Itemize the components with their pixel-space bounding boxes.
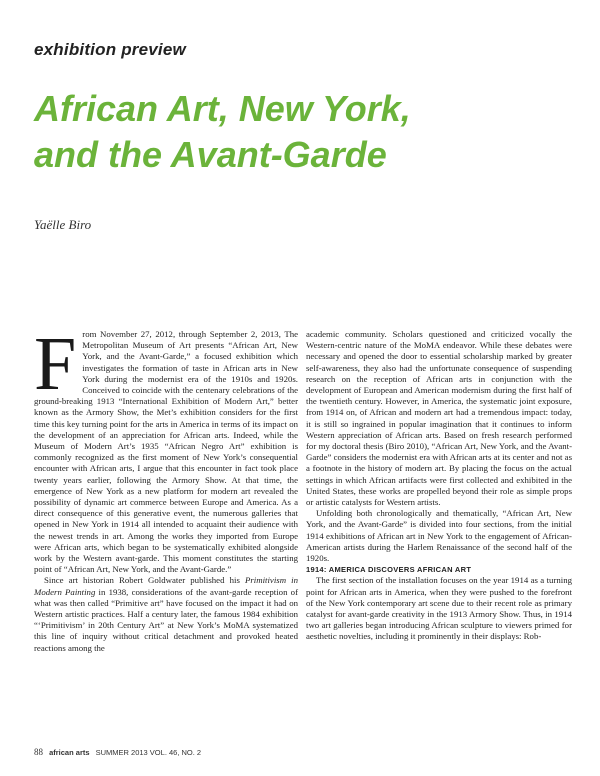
paragraph-1-text: rom November 27, 2012, through September 2, 2013, The Metropolitan Museum of Art presents “African Art, New York, and the Avant-Garde,” a focused exhibition which investigates the formation of taste in African arts in New York during the modernist era of the 1910s and 1920s. Conceived to coincide with the centenary celebrations of the ground-breaking 1913 “International Exhibition of Modern Art,” better known as the Armory Show, the Met’s exhibition considers for the first time this key turning point for the arts in America in terms of its impact on the development of an appreciation for African arts. Indeed, while the Museum of Modern Art’s 1935 “African Negro Art” exhibition is commonly recognized as the first moment of New York’s consequential encounter with African arts, I argue that this encounter in fact took place twenty years earlier, following the Armory Show. At that time, the emergence of New York as a new platform for modern art revealed the possibility of dynamic art commerce between Europe and America. As a direct consequence of this generative event, the numerous galleries that opened in New York in 1914 all intended to acquaint their audience with the newest trends in art. Among the works they imported from Europe were African arts, which began to be systematically exhibited alongside work by the Western avant-garde. This moment constitutes the starting point of “African Art, New York, and the Avant-Garde.” [34, 329, 298, 575]
section-heading: 1914: AMERICA DISCOVERS AFRICAN ART [306, 565, 472, 575]
paragraph-3: academic community. Scholars questioned and criticized vocally the Western-centric nature of the MoMA endeavor. While these debates were necessary and opened the door to essential scholarship marked by greater self-awareness, they also had the unfortunate consequence of suspending research on the reception of African arts in conjunction with the development of European and American modernism during the first half of the twentieth century. However, in America, the systematic joint exposure, from 1914 on, of African and modern art had a tremendous impact: today, it is still so ingrained in popular imagination that it continues to inform Western appreciation of African arts. Based on fresh research performed for my doctoral thesis (Biro 2010), “African Art, New York, and the Avant-Garde” considers the modernist era with African arts at its center and not as a footnote in the history of modern art. By placing the focus on the actual settings in which African artifacts were first collected and exhibited in the United States, these works are propelled beyond their role as simple props or artistic catalysts for Western artists. [306, 329, 573, 508]
paragraph-2 [34, 575, 298, 653]
title-line-2: and the Avant-Garde [34, 134, 387, 175]
title-line-1: African Art, New York, [34, 88, 411, 129]
paragraph-1 [34, 322, 298, 575]
paragraph-4: Unfolding both chronologically and thematically, “African Art, New York, and the Avant-Garde” is divided into four sections, from the initial 1914 exhibitions of African art in New York to the engagement of African-American artists during the Harlem Renaissance of the second half of the 1920s. [306, 508, 572, 564]
article-column-right [306, 329, 572, 643]
drop-cap: F [34, 322, 77, 406]
book-title: Primitivism in Modern Painting [34, 575, 299, 597]
paragraph-2-pre: Since art historian Robert Goldwater published his [44, 575, 245, 586]
paragraph-2-post: in 1938, considerations of the avant-garde reception of what was then called “Primitive art” have focused on the impact it had on Western artistic practices. Half a century later, the famous 1984 exhibition “‘Primitivism’ in 20th Century Art” at New York’s MoMA systematized this line of inquiry without critical detachment and provoked heated reactions among the [34, 586, 299, 653]
issue-info: SUMMER 2013 VOL. 46, NO. 2 [95, 748, 202, 757]
page-number: 88 [34, 747, 43, 757]
article-column-left [34, 322, 299, 654]
journal-name: african arts [49, 748, 90, 757]
section-kicker: exhibition preview [34, 40, 186, 59]
paragraph-5: The first section of the installation focuses on the year 1914 as a turning point for African arts in America, when they were pushed to the forefront of the New York contemporary art scene due to their recent role as primary catalyst for avant-garde creativity in the 1913 Armory Show. Thus, in 1914 two art galleries began introducing African sculpture to viewers primed for aesthetic novelties, including it prominently in their displays: Rob- [306, 575, 572, 642]
page-footer [34, 747, 201, 757]
article-title [34, 86, 554, 178]
author-byline: Yaëlle Biro [34, 217, 92, 232]
